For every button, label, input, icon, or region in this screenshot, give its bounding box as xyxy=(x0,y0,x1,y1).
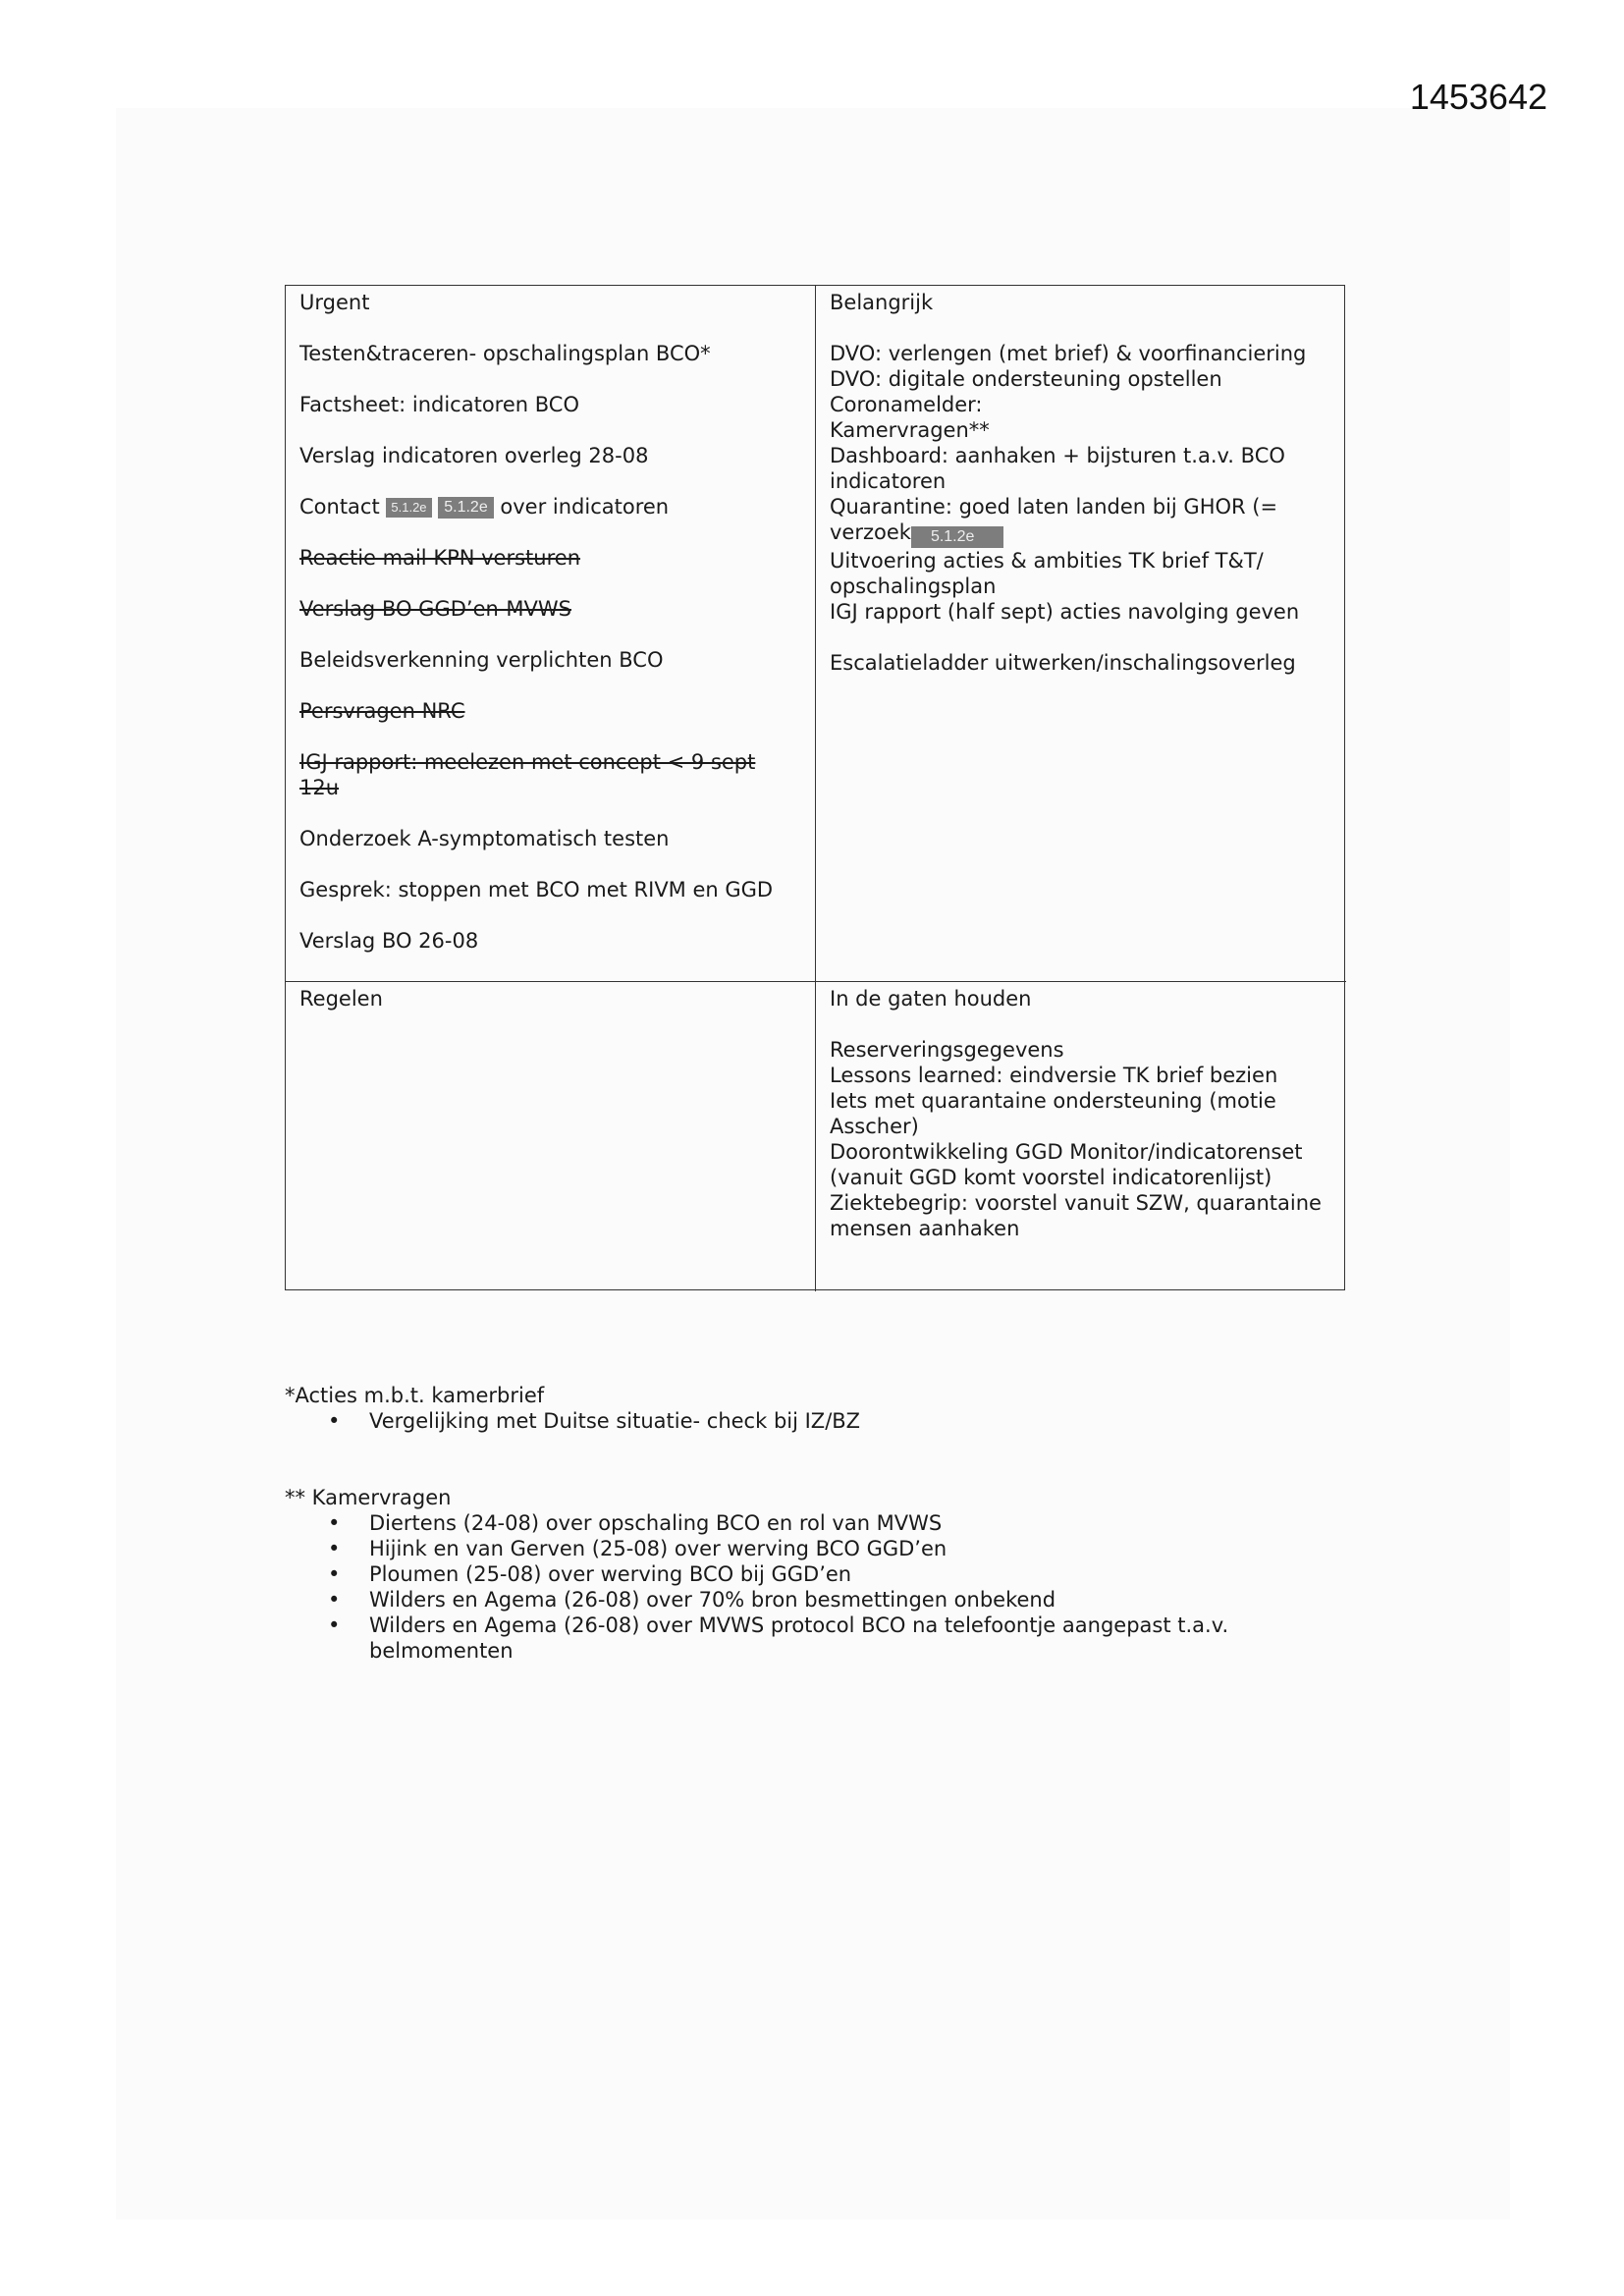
item-text: Wilders en Agema (26-08) over 70% bron besmettingen onbekend xyxy=(369,1588,1056,1612)
quadrant-urgent xyxy=(286,286,816,982)
quadrant-title: Belangrijk xyxy=(830,291,934,314)
item-text: Diertens (24-08) over opschaling BCO en rol van MVWS xyxy=(369,1511,943,1535)
item-text: Vergelijking met Duitse situatie- check bij IZ/BZ xyxy=(369,1409,861,1433)
list-item xyxy=(285,1536,1345,1561)
list-item xyxy=(285,1510,1345,1536)
list-item: Iets met quarantaine ondersteuning (motie Asscher) xyxy=(830,1089,1276,1138)
list-item: Onderzoek A-symptomatisch testen xyxy=(299,827,670,850)
list-item: Beleidsverkenning verplichten BCO xyxy=(299,648,664,672)
quadrant-title: In de gaten houden xyxy=(830,987,1032,1011)
list-item: Verslag indicatoren overleg 28-08 xyxy=(299,444,649,467)
footnote-list xyxy=(285,1408,1345,1434)
list-item-struck: Persvragen NRC xyxy=(299,699,465,723)
item-text: Hijink en van Gerven (25-08) over werving BCO GGD’en xyxy=(369,1537,947,1560)
bullet-icon: • xyxy=(328,1613,341,1637)
quadrant-title: Urgent xyxy=(299,291,370,314)
quadrant-title: Regelen xyxy=(299,987,383,1011)
list-item: Reserveringsgegevens xyxy=(830,1038,1064,1062)
list-item: Doorontwikkeling GGD Monitor/indicatorenset (vanuit GGD komt voorstel indicatorenlijst) xyxy=(830,1140,1303,1189)
list-item: Ziektebegrip: voorstel vanuit SZW, quarantaine mensen aanhaken xyxy=(830,1191,1322,1240)
priority-matrix xyxy=(285,285,1345,1290)
quadrant-in-de-gaten-houden xyxy=(816,982,1346,1291)
footnote-heading: ** Kamervragen xyxy=(285,1486,452,1509)
list-item: Dashboard: aanhaken + bijsturen t.a.v. BCO indicatoren xyxy=(830,444,1285,493)
footnote-list xyxy=(285,1510,1345,1664)
footnote-acties xyxy=(285,1383,1345,1434)
list-item xyxy=(285,1613,1345,1664)
list-item xyxy=(299,494,801,519)
list-item: Lessons learned: eindversie TK brief bezien xyxy=(830,1064,1278,1087)
quadrant-belangrijk xyxy=(816,286,1346,982)
bullet-icon: • xyxy=(328,1511,341,1535)
list-item: Kamervragen** xyxy=(830,418,990,442)
bullet-icon: • xyxy=(328,1537,341,1560)
list-item-struck: Verslag BO GGD’en-MVWS xyxy=(299,597,571,621)
list-item-struck: IGJ rapport: meelezen met concept < 9 sept 12u xyxy=(299,750,756,799)
list-item: Testen&traceren- opschalingsplan BCO* xyxy=(299,342,711,365)
list-item xyxy=(830,494,1332,548)
list-item-struck: Reactie mail KPN versturen xyxy=(299,546,581,570)
item-text: Quarantine: goed laten landen bij GHOR (= verzoek xyxy=(830,495,1278,544)
list-item: DVO: verlengen (met brief) & voorfinanciering xyxy=(830,342,1307,365)
list-item: Gesprek: stoppen met BCO met RIVM en GGD xyxy=(299,878,774,902)
quadrant-regelen xyxy=(286,982,816,1291)
list-item: Uitvoering acties & ambities TK brief T&T/ opschalingsplan xyxy=(830,549,1264,598)
item-text: Wilders en Agema (26-08) over MVWS protocol BCO na telefoontje aangepast t.a.v. belmomenten xyxy=(369,1613,1229,1663)
item-text: Contact xyxy=(299,495,380,519)
document-id: 1453642 xyxy=(1409,77,1547,117)
item-text: Ploumen (25-08) over werving BCO bij GGD’en xyxy=(369,1562,852,1586)
redaction-box: 5.1.2e xyxy=(438,497,493,519)
footnote-heading: *Acties m.b.t. kamerbrief xyxy=(285,1384,545,1407)
list-item xyxy=(285,1408,1345,1434)
list-item xyxy=(285,1561,1345,1587)
list-item xyxy=(285,1587,1345,1613)
list-item: DVO: digitale ondersteuning opstellen xyxy=(830,367,1222,391)
item-text: over indicatoren xyxy=(500,495,670,519)
bullet-icon: • xyxy=(328,1562,341,1586)
redaction-box: 5.1.2e xyxy=(386,498,431,518)
bullet-icon: • xyxy=(328,1588,341,1612)
list-item: Coronamelder: xyxy=(830,393,983,416)
list-item: IGJ rapport (half sept) acties navolging geven xyxy=(830,600,1300,624)
list-item: Factsheet: indicatoren BCO xyxy=(299,393,579,416)
list-item: Escalatieladder uitwerken/inschalingsoverleg xyxy=(830,651,1296,675)
bullet-icon: • xyxy=(328,1409,341,1433)
list-item: Verslag BO 26-08 xyxy=(299,929,479,953)
footnote-kamervragen xyxy=(285,1485,1345,1664)
redaction-box: 5.1.2e xyxy=(911,526,1003,548)
